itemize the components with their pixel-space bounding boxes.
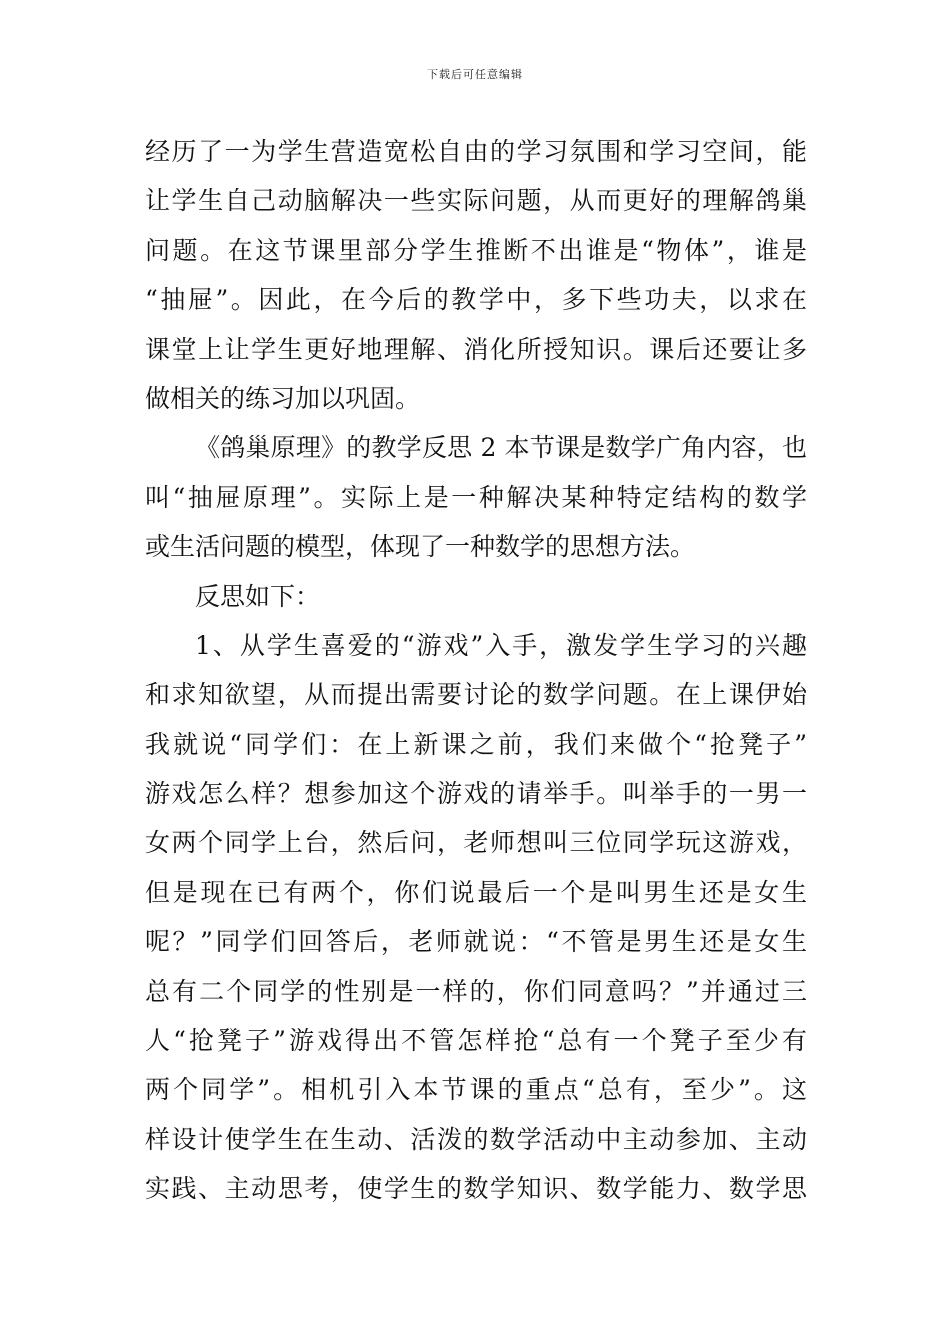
text-line: 人“抢凳子”游戏得出不管怎样抢“总有一个凳子至少有	[145, 1026, 807, 1056]
text-line: 游戏怎么样？想参加这个游戏的请举手。叫举手的一男一	[145, 779, 807, 809]
document-body	[145, 127, 807, 1214]
text-line: 或生活问题的模型，体现了一种数学的思想方法。	[145, 532, 696, 562]
text-line: 呢？”同学们回答后，老师就说：“不管是男生还是女生	[145, 927, 807, 957]
text-line: 样设计使学生在生动、活泼的数学活动中主动参加、主动	[145, 1124, 807, 1154]
page-header: 下载后可任意编辑	[427, 68, 523, 81]
text-line: 总有二个同学的性别是一样的，你们同意吗？”并通过三	[145, 976, 807, 1006]
text-line: 课堂上让学生更好地理解、消化所授知识。课后还要让多	[145, 334, 807, 364]
list-item-1-start: 1、从学生喜爱的“游戏”入手，激发学生学习的兴趣	[195, 630, 807, 660]
text-line: 让学生自己动脑解决一些实际问题，从而更好的理解鸽巢	[145, 186, 807, 216]
text-line: 但是现在已有两个，你们说最后一个是叫男生还是女生	[145, 877, 807, 907]
text-line: 叫“抽屉原理”。实际上是一种解决某种特定结构的数学	[145, 482, 807, 512]
text-line: 女两个同学上台，然后问，老师想叫三位同学玩这游戏，	[145, 828, 807, 858]
section-heading: 反思如下：	[195, 581, 321, 611]
text-line: 经历了一为学生营造宽松自由的学习氛围和学习空间，能	[145, 137, 807, 166]
text-line: 和求知欲望，从而提出需要讨论的数学问题。在上课伊始	[145, 680, 807, 710]
text-line: 实践、主动思考，使学生的数学知识、数学能力、数学思	[145, 1174, 807, 1204]
paragraph-start-line: 《鸽巢原理》的教学反思 2 本节课是数学广角内容，也	[195, 433, 807, 463]
text-line: 问题。在这节课里部分学生推断不出谁是“物体”，谁是	[145, 235, 807, 265]
text-line: 两个同学”。相机引入本节课的重点“总有，至少”。这	[145, 1075, 807, 1105]
text-line: “抽屉”。因此，在今后的教学中，多下些功夫，以求在	[145, 285, 807, 315]
text-line: 做相关的练习加以巩固。	[145, 383, 421, 413]
text-line: 我就说“同学们：在上新课之前，我们来做个“抢凳子”	[145, 729, 807, 759]
